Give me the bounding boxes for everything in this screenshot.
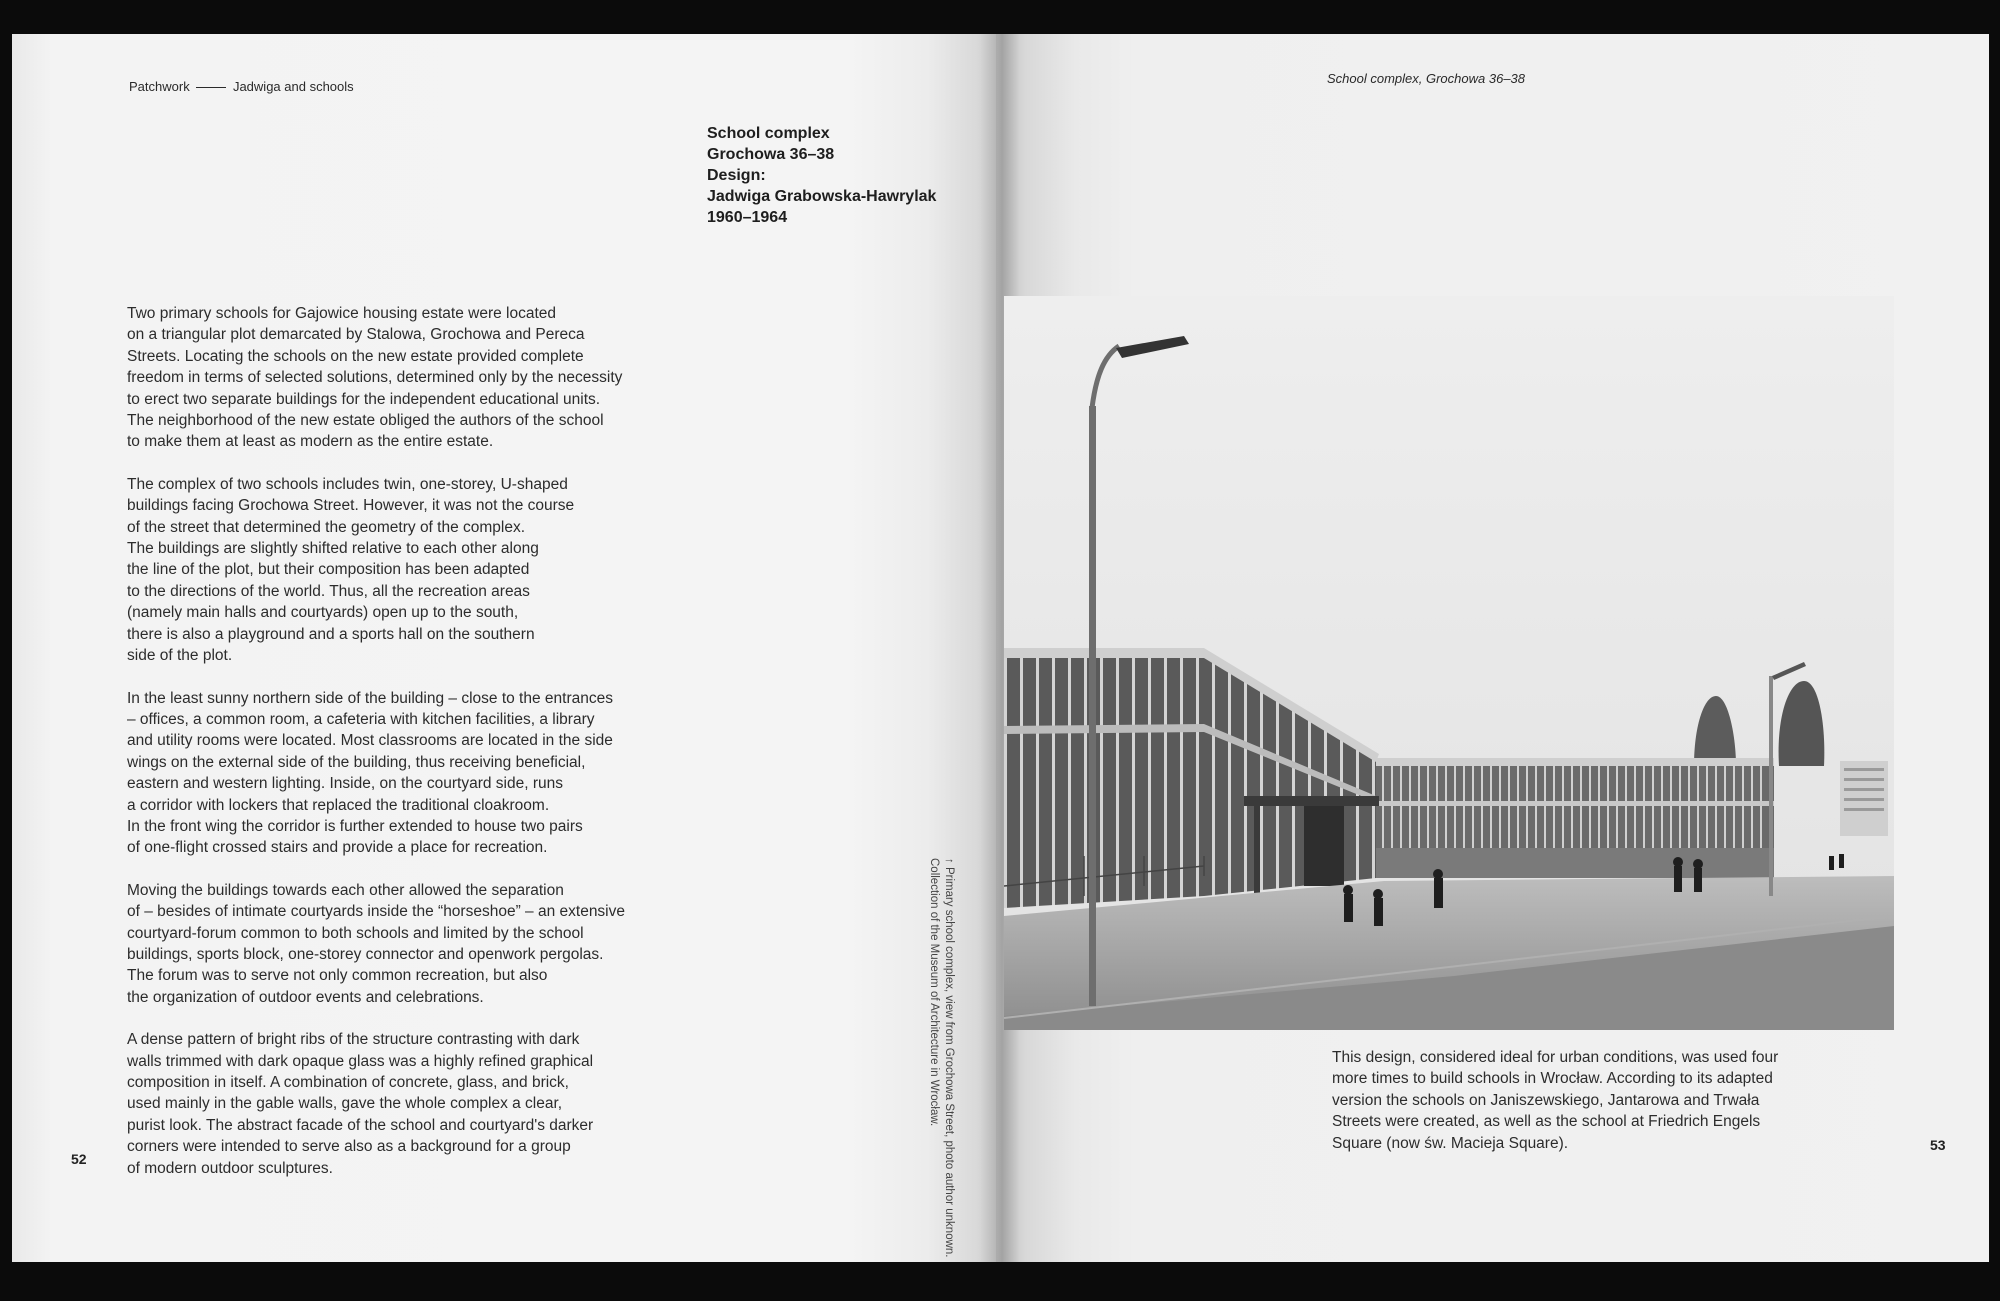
caption-line: more times to build schools in Wrocław. According to its adapted [1332, 1070, 1773, 1088]
paragraph: The complex of two schools includes twin, one-storey, U-shaped buildings facing Grochowa Street. However, it was not the course of the street that determined the geometry of the complex. The buildings are slightly shifted relative to each other along the line of the plot, but their composition has been adapted to the directions of the world. Thus, all the recreation areas (namely main halls and courtyards) open up to the south, there is also a playground and a sports hall on the southern side of the plot. [127, 475, 575, 665]
caption-line: This design, considered ideal for urban conditions, was used four [1332, 1049, 1779, 1066]
title-line: 1960–1964 [707, 209, 788, 226]
caption-line: Collection of the Museum of Architecture in Wrocław. [928, 858, 940, 1127]
project-title-block [707, 123, 936, 228]
title-line: Jadwiga Grabowska-Hawrylak [707, 188, 937, 205]
paragraph: Moving the buildings towards each other allowed the separation of – besides of intimate courtyards inside the “horseshoe” – an extensive courtyard-forum common to both schools and limited by the school buildings, sports block, one-storey connector and openwork pergolas. The forum was to serve not only common recreation, but also the organization of outdoor events and celebrations. [127, 881, 625, 1006]
caption-line: version the schools on Janiszewskiego, Jantarowa and Trwała [1332, 1091, 1760, 1109]
title-line: School complex [707, 125, 830, 142]
paragraph: A dense pattern of bright ribs of the structure contrasting with dark walls trimmed with dark opaque glass was a highly refined graphical composition in itself. A combination of concrete, glass, and brick, used mainly in the gable walls, gave the whole complex a clear, purist look. The abstract facade of the school and courtyard's darker corners were intended to serve also as a background for a group of modern outdoor sculptures. [127, 1031, 594, 1177]
caption-line: Square (now św. Macieja Square). [1332, 1134, 1569, 1152]
title-line: Design: [707, 167, 766, 184]
running-head-chapter: Jadwiga and schools [232, 79, 354, 94]
page-number-right: 53 [1930, 1137, 1946, 1153]
running-head-right: School complex, Grochowa 36–38 [1327, 71, 1526, 86]
running-head-left [129, 79, 354, 94]
title-line: Grochowa 36–38 [707, 146, 835, 163]
caption-line: ↑ Primary school complex, view from Grochowa Street, photo author unknown. [943, 858, 955, 1258]
body-text [127, 303, 707, 1200]
paragraph: In the least sunny northern side of the building – close to the entrances – offices, a common room, a cafeteria with kitchen facilities, a library and utility rooms were located. Most classrooms are located in the side wings on the external side of the building, thus receiving beneficial, eastern and western lighting. Inside, on the courtyard side, runs a corridor with lockers that replaced the traditional cloakroom. In the front wing the corridor is further extended to house two pairs of one-flight crossed stairs and provide a place for recreation. [127, 689, 613, 857]
page-number-left: 52 [71, 1151, 87, 1167]
photo-credit-caption [926, 858, 956, 1257]
photo-body-caption [1332, 1047, 1892, 1154]
paragraph: Two primary schools for Gajowice housing estate were located on a triangular plot demarcated by Stalowa, Grochowa and Pereca Streets. Locating the schools on the new estate provided complete freedom in terms of selected solutions, determined only by the necessity to erect two separate buildings for the independent educational units. The neighborhood of the new estate obliged the authors of the school to make them at least as modern as the entire estate. [127, 305, 623, 451]
running-head-dash [196, 87, 226, 88]
caption-line: Streets were created, as well as the school at Friedrich Engels [1332, 1113, 1761, 1131]
running-head-section: Patchwork [129, 79, 190, 94]
school-photograph [1004, 296, 1894, 1030]
